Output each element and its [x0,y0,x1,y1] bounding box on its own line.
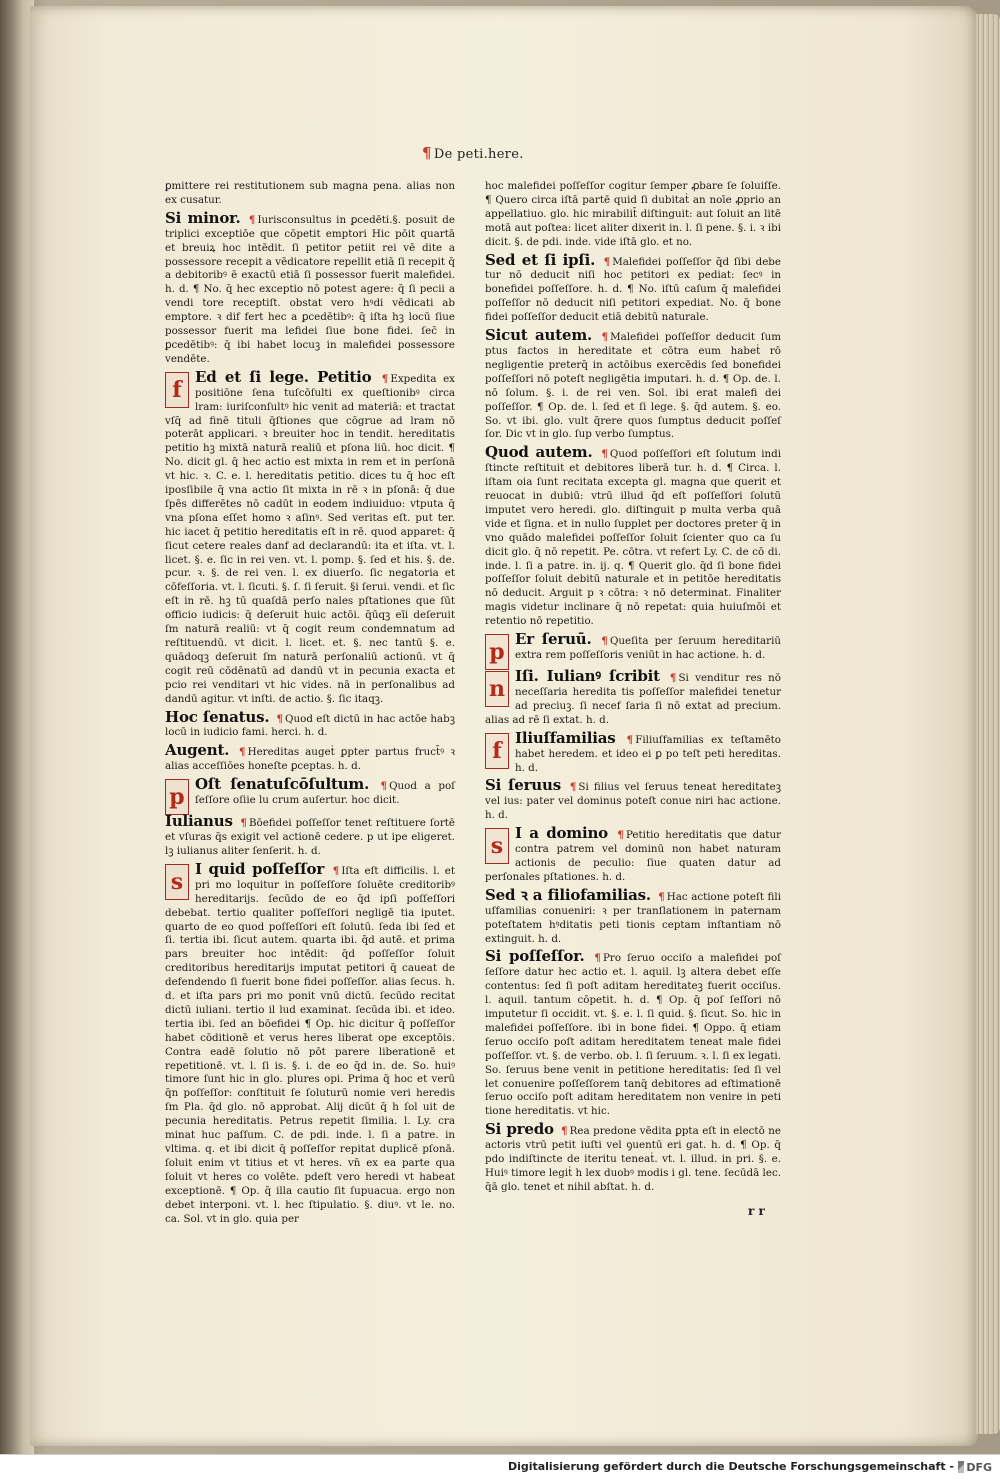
sublemma: Petitio [317,367,380,386]
paragraph [165,208,455,367]
paragraph [485,443,781,629]
dfg-logo [958,1459,992,1475]
rubricated-initial: n [485,671,509,707]
paragraph [485,667,781,728]
paragraph [485,630,781,666]
commentary-text: Rea predone vēdita ꝑpta eſt in electō ne actoris vtrū petit iuſti vel ꝯuentū eri gat. h. d. ¶ Op. q̄ pdo indiſtincte de iteritu teneaṫ. vt. l. illud. in pri. §. e. Huiꝰ timore legiṫ h lex duobꝰ modis i gl. tene. ſecūdā lec. q̄ā glo. tenet et nihil abſtat. h. d. [485,1125,781,1193]
paragraph-mark-icon: ¶ [658,890,665,903]
rubricated-initial: f [165,372,189,408]
paragraph [165,812,455,859]
paragraph-mark-icon: ¶ [626,733,634,746]
rubricated-initial: s [165,864,189,900]
paragraph [165,367,455,707]
lemma: Er ſeruū. [515,630,600,649]
paragraph [485,728,782,776]
lemma: Hoc ſenatus. [165,707,275,726]
paragraph-mark-icon: ¶ [669,672,677,685]
commentary-text: hoc malefidei poſſeſſor cogitur ſemper ꝓbare ſe ſoluiſſe. ¶ Quero circa iſtā partē quid ſi dubitaṫ an noīe ꝓprio an appellatiuo. glo. hic mirabilit̄ diſtinguit: aut ſoluit an litē motā aut poſtea: licet aliter dixerit in. l. ſi pene. §. i. ꝛ ibi dicit. §. de pdi. inde. vide iſtā glo. et no. [485,180,781,248]
paragraph-mark-icon: ¶ [601,331,609,344]
lemma: Si predo [485,1120,560,1139]
paragraph-mark-icon: ¶ [594,952,601,965]
paragraph-mark-icon: ¶ [240,817,247,830]
commentary-text: Iſta eſt difficilis. l. et pri mo loquitur in poſſeſſore ſoluēte creditoribꝰ hereditarijs. ſecūdo de eo q̄d ipſi poſſeſſori debebat. tertio qualiter poſſeſſori negligē tia iputet. quarto de eo quod poſſeſſori eſt ſolutū. ſeda ibi ſed et ſi. tertia ibi. ſicut autem. quarta ibi. q̄d autē. et prima pars breuiter hoc intēdit: q̄d poſſeſſor ſoluit creditoribus hereditarijs imputat petitori q̄ caueat de defendendo ſi fuerit bone fidei poſſeſſor. alias ſecus. h. d. et iſta pars pri mo ponit vnū dictū. ſecūdo recitat dictū iuliani. tertio il lud examinat. ſecūda ibi. et ideo. tertia ibi. ſed an bōefidei ¶ Op. hic dicitur q̄ poſſeſſor habet cōditionē et verus heres liberat ope exceptōis. Contra eadē ſolutio nō pōt parere liberationē et repetitionē. vt. l. ſi is. §. i. de eo q̄d in. de. So. huiꝰ timore ſunt hic in glo. plures opi. Prima q̄ hoc et verū q̄n poſſeſſor: conſtituit ſe ſoluturū nomie veri heredis ſm Pla. q̄d glo. nō approbat. Alij dicūt q̄ h ſol uit de pecunia hereditatis. Petrus repetit ſimilia. l. Ly. cra minat huc paſſum. C. de pdi. inde. l. ſi a patre. in vltima. q. et ibi dicit q̄ poſſeſſor repitat duplicē pſonā. ſoluit enim vt titius et vt heres. vn̄ ex ea parte qua ſoluit vt heres co volēte. pdeſt vero heredi vt habeat exceptionē. ¶ Op. q̄ illa cautio ſit ſupuacua. ergo non debet interponi. vt. l. hec ſtipulatio. §. diuꝰ. vt le. no. ca. Sol. vt in glo. quia per [165,864,455,1225]
pilcrow-mark: ¶ [422,144,432,162]
commentary-text: Queſita per ſeruum hereditariū extra rem poſſeſſoris veniūt in hac actione. h. d. [515,635,781,661]
paragraph [165,707,456,741]
paragraph-mark-icon: ¶ [276,712,284,725]
commentary-text: Pro ſeruo occiſo a malefidei poſ ſeſſore datur hec actio et. l. aquil. lꝫ altera debet eſſe contentus: ſed ſi poſt aditam hereditateꝫ fuerit occiſus. l. aquil. tantum cōpetit. h. d. ¶ Op. q̄ poſ ſeſſori nō imputetur ſi occidit. vt. §. e. l. ſi quid. §. ſicut. So. hic in malefidei poſſeſſore. ibi in bone fidei. ¶ Oppo. q̄ etiam ſeruo occiſo poſt aditam hereditatem teneat male fidei poſſeſſor. vt. §. de verbo. ob. l. ſi ſeruum. ꝛ. l. ſi ex legati. So. ſeruus bene venit in petitione hereditatis: ſed ſi vel let conuenire poſſeſſorem tanq̄ debitores ad eſtimationē ſeruo occiſo poſt aditam hereditatem non venire in peti tione hereditatis. vt hic. [485,952,781,1118]
commentary-text: ꝑmittere rei restitutionem sub magna pena. alias non ex cusatur. [165,180,455,206]
lemma: Si poſſeſſor. [485,947,593,966]
commentary-text: Quod a poſ ſeſſore oſiie lu crum auſertur. hoc dicit. [195,780,455,807]
paragraph-mark-icon: ¶ [239,746,246,759]
lemma: I quid poſſeſſor [195,859,331,878]
paragraph [165,741,455,774]
running-head [422,144,524,162]
paragraph [485,947,781,1119]
paragraph-mark-icon: ¶ [569,781,577,794]
footer-credit-text: Digitalisierung gefördert durch die Deutsche Forschungsgemeinschaft - [507,1460,954,1473]
lemma: Sed et ſi ipſi. [485,250,602,269]
rubricated-initial: f [485,733,509,769]
commentary-text: Bōefidei poſſeſſor tenet reſtituere ſortē et vſuras q̄s exigit vel actionē cedere. p ut ipe eligeret. lꝫ iulianus aliter ſenſerit. h. d. [165,817,455,857]
lemma: Si ſeruus [485,776,568,795]
commentary-text: Filiuſfamilias ex teſtamēto habet heredem. et ideo ei ꝑ po teſt peti hereditas. h. d. [515,733,782,774]
commentary-text: Quod eſt dictū in hac actōe habꝫ locū in iudicio fami. herci. h. d. [165,712,456,739]
rubricated-initial: p [485,634,509,670]
paragraph [485,250,781,326]
page-fore-edge [976,14,1000,1434]
commentary-text: Hereditas augeṫ ꝑpter partus fruct̄ꝰ ꝛ alias acceſſiōes honeſte ꝑceptas. h. d. [165,746,455,773]
paragraph [485,326,781,442]
lemma: Si minor. [165,208,247,227]
commentary-text: Expedita ex positiōne ſena tuſcōſulti ex queſtionibꝰ circa lram: iuriſconſultꝰ hic venit ad materiā: et tractat vſq̄ ad finē tituli q̄ſtiones que cōgrue ad lram nō poterāt applicari. ꝛ breuiter hoc in tendit. hereditatis petitio hꝫ mixtā naturā realiū et pſona liū. hoc dicit. ¶ No. dicit gl. q̄ hec actio est mixta in rem et in perſonā vt hic. ꝛ. C. e. l. hereditatis petitio. dices tu q̄ hoc eſt iposſibile q̄ vna actio ſit mixta in rē ꝛ in pſonā: q̄ due ſpēs differētes nō cadūt in eodem indiuiduo: vtputa q̄ vna pſona eſſet homo ꝛ aſinꝰ. Sed veritas eſt. put ter. hic iacet q̄ petitio hereditatis eſt in rē. quod apparet: q̄ ſicut cetere reales danf ad declarandū: ita et iſta. vt. l. licet. §. e. ſic in rei ven. vt. l. pomp. §. ſed et his. §. de. pcur. ꝛ. §. de rei ven. l. ex diuerſo. ſic negatoria et cōfeſſoria. vt. l. ſicuti. §. ſ. ſi ſeruit. §i ſerui. vendi. et ſic eſt in rē. hꝫ tū quaſdā perſo nales pſtationes que ſūt officio iudicis: q̄ deſeruit huic actōi. q̄ūqꝫ eīi deſeruit ſm naturā realiū: vt q̄ cogit reum condemnatum ad reſtituendū. vt dicit. l. licet. et. §. nec tantū §. e. quādoqꝫ deſeruit ſm naturā perſonaliū actionū. vt q̄ cogit reū cōdēnatū ad dandū vt in pecunia exacta et pcio rei venditari vt hic vides. nā in perſonalibus ad dandū agitur. vt inſti. de actio. §. ſic itaqꝫ. [165,372,455,705]
paragraph [485,180,781,250]
footer-bar [0,1454,1000,1480]
commentary-text: Malefidei poſſeſſor q̄d ſibi debe tur nō deducit niſi hoc petitori ex pediat: ſecꝰ in bonefidei poſſeſſore. h. d. ¶ No. iſtū caſum q̄ malefidei poſſeſſor nō deducit niſi petitori expediat. No. q̄ bone fidei poſſeſſor deducit etiā debitū naturale. [485,255,781,324]
commentary-text: Hac actione poteſt fili uſfamilias conueniri: ꝛ per tranſlationem in paternam poteſtatem hꝰditatis peti tionis ceptam inſtantiam nō extinguit. h. d. [485,890,781,945]
commentary-text: Si venditur res nō neceſſaria heredita tis poſſeſſor malefidei tenetur ad preciuꝫ. ſi necef ſaria ſi nō extat ad precium. alias ad rē ſi extat. h. d. [485,672,781,726]
signature-mark: r r [748,1204,765,1218]
paragraph [165,859,455,1227]
paragraph-mark-icon: ¶ [617,829,624,842]
dfg-logo-icon [958,1461,964,1473]
paragraph-mark-icon: ¶ [601,635,608,648]
paragraph [485,885,781,947]
lemma: Quod autem. [485,443,600,462]
commentary-text: Quod poſſeſſori eſt ſolutum indi ſtincte reſtituit et debitores liberā tur. h. d. ¶ Circa. l. iſtam oia ſunt recitata excepta gl. magna que querit et reuocat in dubiū: vtrū illud q̄d eſt poſſeſſori ſolutū imputet vero heredi. glo. diſtinguit p multa verba quā vide et ſigna. et in nullo ſupplet per doctores preter q̄ in vno quādo malefidei poſſeſſor ſoluit ſcienter quo ca ſu dicit glo. q̄ nō repetit. Pe. cōtra. vt refert Ly. C. de cō di. inde. l. ſi a patre. in. ij. q. ¶ Querit glo. q̄d ſi bone fidei poſſeſſor ſoluit debitū naturale et in petitōe hereditatis nō deducit. Arguit p ꝛ cōtra: ꝛ nō determinat. Finaliter magis videtur inclinare q̄ nō repetat: quia huiuſmōi et retentio nō repetitio. [485,448,781,628]
lemma: Augent. [165,741,238,760]
left-text-column [165,180,455,1230]
lemma: Iulianus [165,812,239,831]
lemma: Iliuſfamilias [515,728,625,747]
commentary-text: Petitio hereditatis que datur contra patrem vel dominū non habet naturam actionis de peculio: ſiue quaten datur ad perſonales pſtationes. h. d. [485,829,781,883]
paragraph-mark-icon: ¶ [332,864,340,877]
lemma: Ed et ſi lege. [195,367,318,386]
rubricated-initial: s [485,828,509,864]
rubricated-initial: p [165,779,189,815]
commentary-text: Iurisconsultus in ꝑcedēti.§. posuit de triplici exceptiōe que cōpetit emptori Hic pōit quartā et breuiꝝ hoc intēdit. ſi petitor petiit rei vē dite a possessore recepit a vēdicatore repellit etiā ſi recepit q̄ a debitoribꝰ ē exactū etiā ſi possessor fuerit malefidei. h. d. ¶ No. q̄ hec exceptio nō potest agere: q̄ ſi pecii a vendi tore receptiſt. obstat vero hꝰdi vēdicati ab emptore. ꝛ dif fert hec a ꝑcedētibꝰ: q̄ iſta hꝫ locū ſiue possessor fuerit ma lefidei ſiue bone fidei. ſec̄ in ꝑcedētibꝰ: q̄ ibi habet locuꝫ in malefidei possessore vendēte. [165,213,455,365]
lemma: I a domino [515,824,616,843]
paragraph-mark-icon: ¶ [248,213,256,226]
paragraph-mark-icon: ¶ [603,255,611,268]
paragraph [165,775,455,811]
lemma: Sicut autem. [485,326,600,345]
dfg-logo-text: DFG [966,1460,992,1474]
left-page-edge [0,0,34,1479]
lemma: Iſi. Iulianꝰ ſcribit [515,667,668,686]
paragraph-mark-icon: ¶ [601,448,608,461]
commentary-text: Si filius vel ſeruus teneat hereditateꝫ vel ius: pater vel dominus poteſt conue niri hac actione. h. d. [485,781,781,822]
paragraph [485,1120,781,1195]
lemma: Sed ꝛ a filiofamilias. [485,885,657,904]
paragraph-mark-icon: ¶ [381,372,389,385]
paragraph-mark-icon: ¶ [561,1125,568,1138]
paragraph [485,776,781,823]
running-head-text: De peti.here. [433,147,524,162]
paragraph [165,180,455,208]
lemma: Oſt ſenatuſcōſultum. [195,775,379,794]
paragraph [485,824,781,885]
commentary-text: Malefidei poſſeſſor deducit ſum ptus factos in hereditate et cōtra eum habeṫ rō negligentie preterq̄ in actōibus exercēdis ſed bonefidei poſſeſſori nō poteſt negligētia imputari. h. d. ¶ Op. de. l. nō ſolum. §. i. de rei ven. Sol. ibi erat malefi dei poſſeſſor. ¶ Op. de. l. ſed et ſi lege. §. q̄d autem. §. eo. So. vt ibi. glo. vult q̄rere quos ſumptus deducit poſſeſ ſor. Dic vt in glo. ſup verbo ſumptus. [485,331,781,441]
paragraph-mark-icon: ¶ [380,780,388,793]
right-text-column [485,180,781,1199]
